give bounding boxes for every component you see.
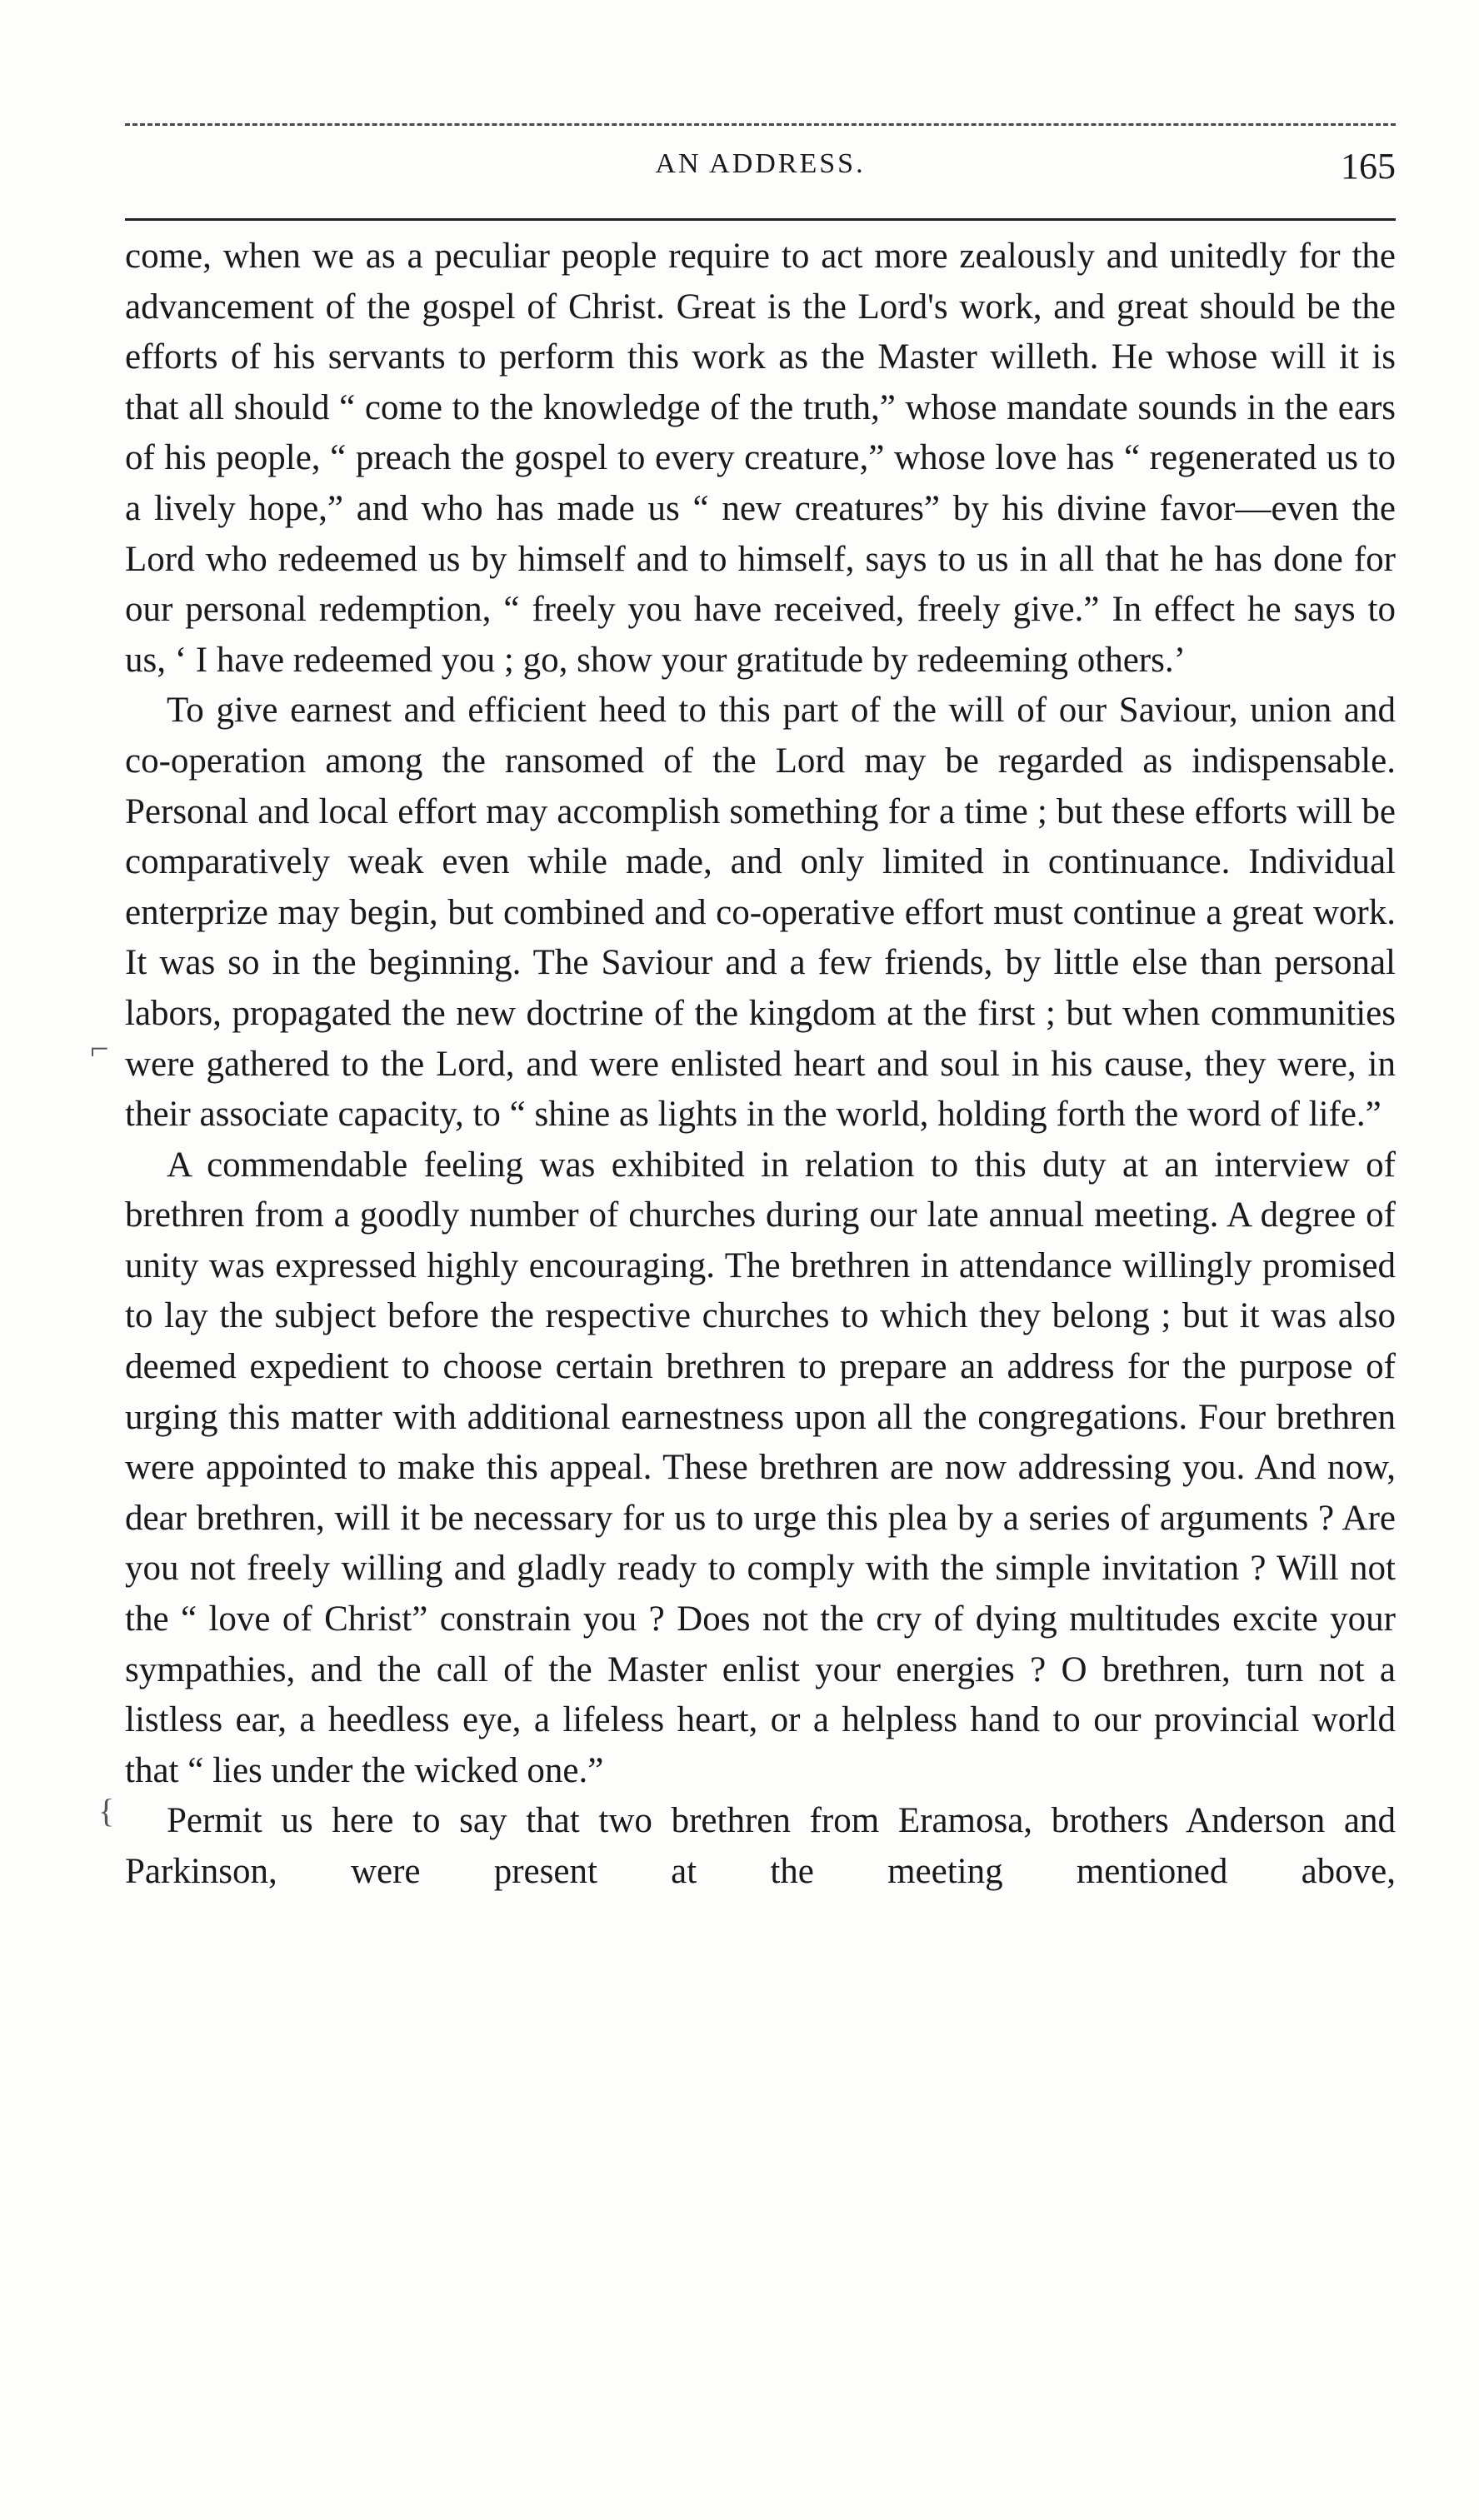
body-text: [125, 232, 1396, 1898]
header-rule: [125, 218, 1396, 221]
running-head: [125, 148, 1396, 198]
page-number: 165: [1341, 146, 1396, 187]
running-title: AN ADDRESS.: [655, 148, 866, 179]
margin-bracket-mark: {: [98, 1792, 115, 1829]
paragraph-3: A commendable feeling was exhibited in relation to this duty at an interview of brethren from a goodly number of churches during our late annual meeting. A degree of unity was expressed highly encouraging. The brethren in attendance willingly promised to lay the subject before the respective churches to which they belong ; but it was also deemed expedient to choose certain brethren to prepare an address for the purpose of urging this matter with additional earnestness upon all the congregations. Four brethren were appointed to make this appeal. These brethren are now addressing you. And now, dear brethren, will it be necessary for us to urge this plea by a series of arguments ? Are you not freely willing and gladly ready to comply with the simple invitation ? Will not the “ love of Christ” constrain you ? Does not the cry of dying multitudes excite your sympathies, and the call of the Master enlist your energies ? O brethren, turn not a listless ear, a heedless eye, a lifeless heart, or a helpless hand to our provincial world that “ lies under the wicked one.”: [125, 1145, 1396, 1790]
top-rule: [125, 123, 1396, 126]
margin-pencil-mark: ⌐: [90, 1030, 109, 1067]
paragraph-2: To give earnest and efficient heed to this part of the will of our Saviour, union and co-operation among the ransomed of the Lord may be regarded as indispensable. Personal and local effort may accomplish something for a time ; but these efforts will be comparatively weak even while made, and only limited in continuance. Individual enterprize may begin, but combined and co-operative effort must continue a great work. It was so in the beginning. The Saviour and a few friends, by little else than personal labors, propagated the new doctrine of the kingdom at the first ; but when communities were gathered to the Lord, and were enlisted heart and soul in his cause, they were, in their associate capacity, to “ shine as lights in the world, holding forth the word of life.”: [125, 691, 1396, 1135]
paragraph-1: come, when we as a peculiar people require to act more zealously and unitedly for the advancement of the gospel of Christ. Great is the Lord's work, and great should be the efforts of his servants to perform this work as the Master willeth. He whose will it is that all should “ come to the knowledge of the truth,” whose mandate sounds in the ears of his people, “ preach the gospel to every creature,” whose love has “ regenerated us to a lively hope,” and who has made us “ new creatures” by his divine favor—even the Lord who redeemed us by himself and to himself, says to us in all that he has done for our personal redemption, “ freely you have received, freely give.” In effect he says to us, ‘ I have redeemed you ; go, show your gratitude by redeeming others.’: [125, 237, 1396, 680]
paragraph-4: Permit us here to say that two brethren from Eramosa, brothers Anderson and Parkinson, were present at the meeting mentioned above,: [125, 1801, 1396, 1891]
